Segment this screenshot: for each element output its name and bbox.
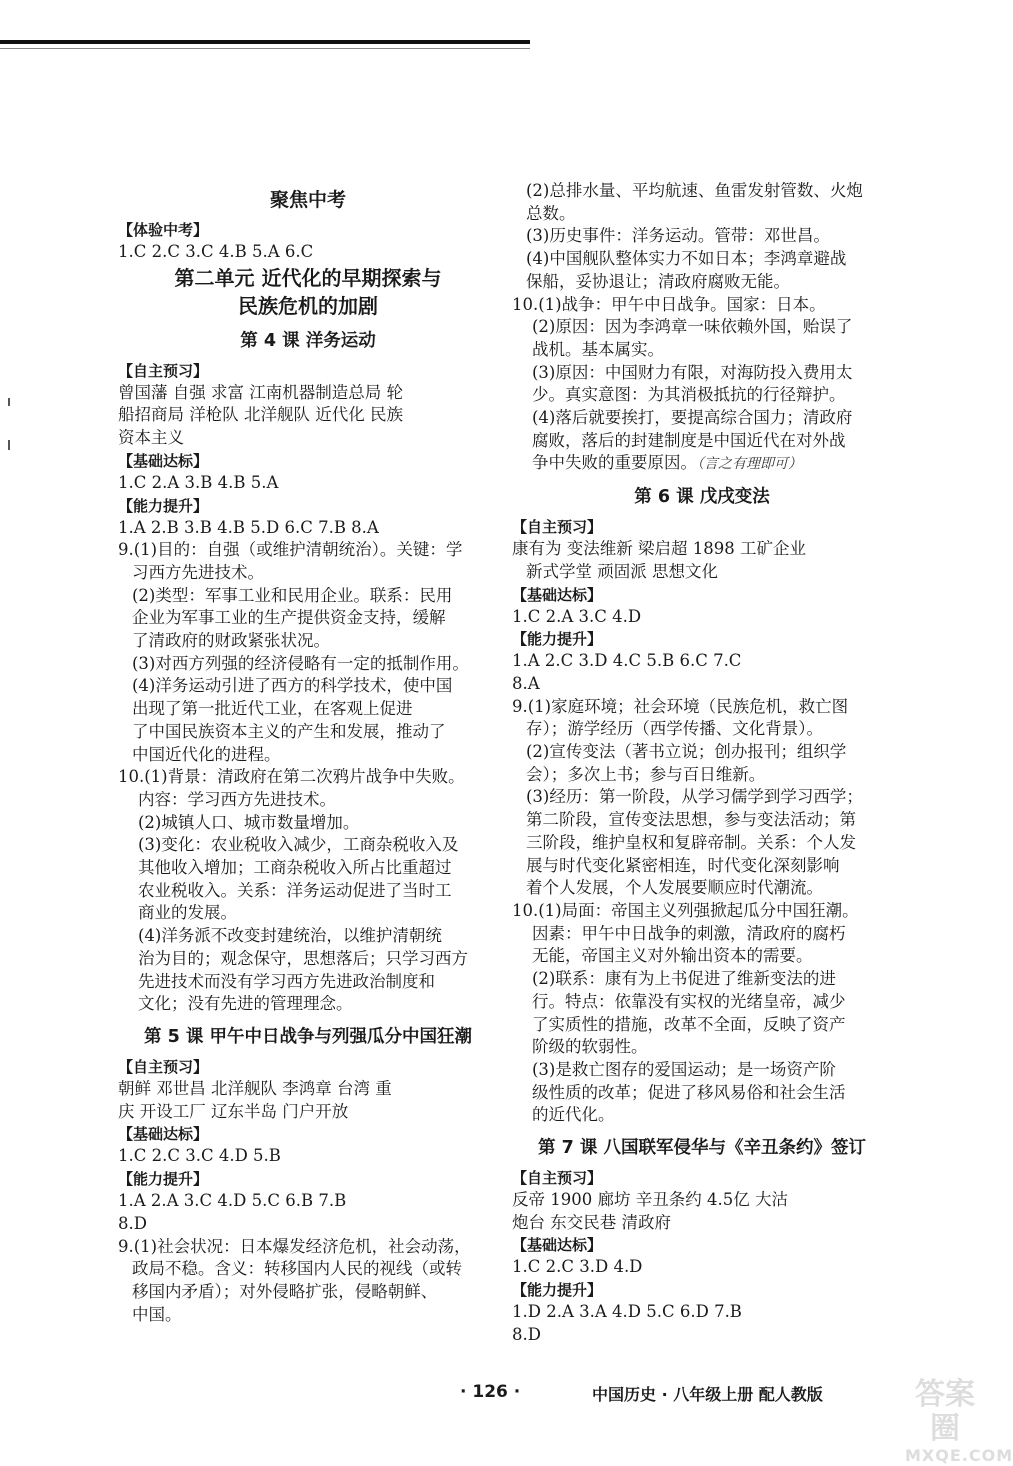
text-line-text: 10.(1)局面：帝国主义列强掀起瓜分中国狂潮。 [512,900,859,920]
section-tag [512,1167,892,1189]
text-line-text: (2)联系：康有为上书促进了维新变法的进 [532,969,836,989]
text-line [512,968,892,991]
watermark-logo [905,1377,1013,1465]
text-line [118,539,498,562]
text-line [512,855,892,878]
text-line-text: 了实质性的措施，改革不全面，反映了资产 [532,1014,846,1034]
text-line-text: (3)变化：农业税收入减少，工商杂税收入及 [138,835,459,855]
text-line [118,607,498,630]
text-line-text: 中国。 [132,1304,182,1324]
text-line [512,991,892,1014]
section-tag [118,450,498,472]
text-line-text: 中国近代化的进程。 [132,744,281,764]
text-line [118,404,498,427]
text-line-text: 存）；游学经历（西学传播、文化背景）。 [526,719,823,739]
text-line [118,1258,498,1281]
text-line [512,1059,892,1082]
text-line-text: (3)是救亡图存的爱国运动；是一场资产阶 [532,1059,836,1079]
text-line [118,812,498,835]
text-line-text: (3)原因：中国财力有限，对海防投入费用太 [532,362,853,382]
text-line-text: 9.(1)目的：自强（或维护清朝统治）。关键：学 [118,540,463,560]
book-info: 中国历史 · 八年级上册 配人教版 [592,1385,823,1404]
text-line [512,407,892,430]
text-line-text: 先进技术而没有学习西方先进政治制度和 [138,971,435,991]
text-line [512,1324,892,1347]
text-line-text: (4)中国舰队整体实力不如日本；李鸿章避战 [526,249,847,269]
text-line-text: 曾国藩 自强 求富 江南机器制造总局 轮 [118,382,403,402]
lesson-title [118,1024,498,1050]
text-line [118,382,498,405]
text-line [512,1301,892,1324]
text-line-text: 9.(1)家庭环境；社会环境（民族危机，救亡图 [512,696,849,716]
text-line-text: 级性质的改革；促进了移风易俗和社会生活 [532,1082,846,1102]
section-tag [118,360,498,382]
text-line [118,834,498,857]
section-tag-text: 【体验中考】 [118,221,209,239]
text-line-text: 船招商局 洋枪队 北洋舰队 近代化 民族 [118,405,403,425]
text-line [118,789,498,812]
text-line [118,857,498,880]
text-line [118,721,498,744]
text-line-text: 10.(1)背景：清政府在第二次鸦片战争中失败。 [118,767,465,787]
text-line [512,809,892,832]
text-line [512,430,892,453]
lesson-title-text: 第 6 课 戊戌变法 [634,487,770,508]
text-line [512,786,892,809]
text-line [118,698,498,721]
text-line-text: 保船，妥协退让；清政府腐败无能。 [526,271,790,291]
text-line [118,993,498,1016]
text-line-text: 1.C 2.A 3.B 4.B 5.A [118,472,279,492]
section-tag [512,516,892,538]
lesson-title [512,1135,892,1161]
text-line [118,427,498,450]
top-rule [0,40,530,44]
text-line-text: (3)对西方列强的经济侵略有一定的抵制作用。 [132,653,469,673]
text-line [118,744,498,767]
text-line [118,630,498,653]
text-line [512,1189,892,1212]
text-line [118,241,498,264]
text-line-text: 移国内矛盾）；对外侵略扩张，侵略朝鲜、 [132,1281,438,1301]
text-line [118,1190,498,1213]
text-line-text: 无能，帝国主义对外输出资本的需要。 [532,946,813,966]
lesson-title-text: 第 7 课 八国联军侵华与《辛丑条约》签订 [538,1138,866,1159]
lesson-title [118,328,498,354]
text-line-text: 争中失败的重要原因。 [532,453,697,473]
right-column [512,180,892,1347]
section-tag [118,495,498,517]
section-tag-text: 【能力提升】 [118,496,209,515]
text-line [512,316,892,339]
text-line [512,452,892,476]
section-tag-text: 【能力提升】 [512,1281,603,1300]
text-line [512,1104,892,1127]
text-line-text: 展与时代变化紧密相连，时代变化深刻影响 [526,855,840,875]
section-tag [512,584,892,606]
text-line-text: (4)落后就要挨打，要提高综合国力；清政府 [532,408,853,428]
text-line-text: 其他收入增加；工商杂税收入所占比重超过 [138,858,452,878]
text-line-text: (3)历史事件：洋务运动。管带：邓世昌。 [526,226,830,246]
text-line [512,832,892,855]
text-line [118,1213,498,1236]
unit-title [118,264,498,292]
text-line [118,517,498,540]
text-line-text: 1.A 2.B 3.B 4.B 5.D 6.C 7.B 8.A [118,517,379,537]
text-line-text: 战机。基本属实。 [532,339,664,359]
text-line [512,741,892,764]
scan-mark [8,398,10,406]
text-line-text: 康有为 变法维新 梁启超 1898 工矿企业 [512,539,806,559]
section-tag-text: 【基础达标】 [118,451,209,470]
text-line [118,585,498,608]
section-tag [118,1123,498,1145]
text-line [512,180,892,203]
text-line-text: 腐败，落后的封建制度是中国近代在对外战 [532,430,846,450]
text-line-text: 三阶段，维护皇权和复辟帝制。关系：个人发 [526,832,856,852]
lesson-title-text: 第 4 课 洋务运动 [240,330,376,351]
text-line-text: 因素：甲午中日战争的刺激，清政府的腐朽 [532,923,846,943]
text-line-text: 第二阶段，宣传变法思想，参与变法活动；第 [526,810,856,830]
left-column [118,180,498,1326]
section-tag [118,1168,498,1190]
text-line-text: 8.A [512,673,540,693]
text-line-text: 政局不稳。含义：转移国内人民的视线（或转 [132,1259,462,1279]
watermark-text: 答案圈 [915,1377,975,1446]
text-line-text: 反帝 1900 廊坊 辛丑条约 4.5亿 大沽 [512,1190,788,1210]
section-title-text: 聚焦中考 [269,189,346,211]
section-title [118,185,498,215]
text-line-text: 农业税收入。关系：洋务运动促进了当时工 [138,880,452,900]
text-line [118,1145,498,1168]
text-line-text: 习西方先进技术。 [132,562,264,582]
text-line-text: 文化；没有先进的管理理念。 [138,994,353,1014]
section-tag [512,628,892,650]
text-line-text: (2)总排水量、平均航速、鱼雷发射管数、火炮 [526,181,863,200]
text-line [512,696,892,719]
text-line [118,675,498,698]
text-line [118,1078,498,1101]
text-line-text: (2)城镇人口、城市数量增加。 [138,812,360,832]
text-line-text: 了清政府的财政紧张状况。 [132,631,330,651]
text-line-text: 10.(1)战争：甲午中日战争。国家：日本。 [512,294,826,314]
text-line [512,339,892,362]
lesson-title-text: 第 5 课 甲午中日战争与列强瓜分中国狂潮 [144,1026,472,1047]
section-tag-text: 【自主预习】 [512,1169,603,1188]
text-line [118,472,498,495]
text-line [118,925,498,948]
text-line-text: 炮台 东交民巷 清政府 [512,1212,671,1232]
text-line-text: 1.D 2.A 3.A 4.D 5.C 6.D 7.B [512,1302,742,1322]
unit-title-text: 第二单元 近代化的早期探索与 [174,265,442,290]
section-tag-text: 【自主预习】 [512,518,603,537]
top-rule-thin [0,48,530,49]
text-line [512,1082,892,1105]
text-line-text: 新式学堂 顽固派 思想文化 [526,561,718,581]
text-line-text: 1.C 2.C 3.C 4.D 5.B [118,1146,281,1166]
text-line-text: 会）；多次上书；参与百日维新。 [526,764,766,784]
watermark-url: MXQE.COM [905,1446,1013,1465]
text-line-text: 企业为军事工业的生产提供资金支持，缓解 [132,608,446,628]
section-tag-text: 【基础达标】 [512,585,603,604]
text-line [512,1036,892,1059]
text-line [118,1236,498,1259]
text-line-text: 行。特点：依靠没有实权的光绪皇帝，减少 [532,991,846,1011]
text-line [512,945,892,968]
section-tag [118,1056,498,1078]
text-line [118,902,498,925]
text-line [512,650,892,673]
text-line [118,1281,498,1304]
text-line [512,271,892,294]
section-tag-text: 【自主预习】 [118,361,209,380]
text-line [512,362,892,385]
text-line-text: 商业的发展。 [138,903,237,923]
text-line [512,1014,892,1037]
text-line-text: 8.D [118,1213,147,1233]
text-line-text: 了中国民族资本主义的产生和发展，推动了 [132,721,446,741]
section-tag [118,219,498,241]
text-line [118,562,498,585]
section-tag-text: 【基础达标】 [512,1236,603,1255]
text-line-text: 8.D [512,1324,541,1344]
text-line [512,561,892,584]
text-line [512,606,892,629]
text-line-text: 的近代化。 [532,1105,615,1125]
text-line [512,1256,892,1279]
text-line [118,948,498,971]
text-line-text: 1.A 2.C 3.D 4.C 5.B 6.C 7.C [512,651,742,671]
section-tag-text: 【能力提升】 [512,630,603,649]
text-line-text: 内容：学习西方先进技术。 [138,789,336,809]
text-line-text: (4)洋务派不改变封建统治，以维护清朝统 [138,926,442,946]
section-tag [512,1279,892,1301]
handwritten-note: （言之有理即可） [697,456,802,473]
text-line [118,1304,498,1327]
text-line-text: (2)类型：军事工业和民用企业。联系：民用 [132,585,453,605]
section-tag-text: 【基础达标】 [118,1125,209,1144]
text-line [512,923,892,946]
text-line [118,1101,498,1124]
text-line-text: (2)原因：因为李鸿章一味依赖外国，贻误了 [532,317,853,337]
text-line-text: 朝鲜 邓世昌 北洋舰队 李鸿章 台湾 重 [118,1078,392,1098]
text-line-text: 治为目的；观念保守，思想落后；只学习西方 [138,948,468,968]
text-line [512,900,892,923]
text-line [512,673,892,696]
text-line-text: 资本主义 [118,428,184,448]
text-line-text: 1.C 2.A 3.C 4.D [512,606,642,626]
text-line-text: 1.A 2.A 3.C 4.D 5.C 6.B 7.B [118,1191,347,1211]
text-line [512,877,892,900]
text-line-text: 着个人发展，个人发展要顺应时代潮流。 [526,878,823,898]
text-line [118,766,498,789]
section-tag-text: 【自主预习】 [118,1057,209,1076]
text-line-text: 1.C 2.C 3.C 4.B 5.A 6.C [118,242,314,261]
text-line [118,653,498,676]
lesson-title [512,484,892,510]
text-line [512,225,892,248]
text-line-text: 庆 开设工厂 辽东半岛 门户开放 [118,1101,349,1121]
text-line [512,294,892,317]
text-line-text: (4)洋务运动引进了西方的科学技术，使中国 [132,676,453,696]
unit-title [118,292,498,320]
scan-mark [8,440,10,450]
text-line [118,971,498,994]
text-line [512,203,892,226]
text-line-text: 总数。 [526,203,576,223]
text-line [512,248,892,271]
section-tag-text: 【能力提升】 [118,1170,209,1189]
unit-title-text: 民族危机的加剧 [238,293,378,318]
text-line-text: 出现了第一批近代工业，在客观上促进 [132,699,413,719]
text-line-text: 9.(1)社会状况：日本爆发经济危机，社会动荡， [118,1236,471,1256]
text-line-text: (2)宣传变法（著书立说；创办报刊；组织学 [526,742,847,762]
text-line [512,764,892,787]
text-line-text: 阶级的软弱性。 [532,1037,648,1057]
text-line [512,1212,892,1235]
text-line-text: 1.C 2.C 3.D 4.D [512,1257,643,1277]
page-number: · 126 · [460,1382,521,1402]
text-line-text: (3)经历：第一阶段，从学习儒学到学习西学； [526,787,863,807]
text-line [512,718,892,741]
text-line [118,880,498,903]
text-line [512,538,892,561]
text-line-text: 少。真实意图：为其消极抵抗的行径辩护。 [532,385,846,405]
section-tag [512,1234,892,1256]
text-line [512,384,892,407]
